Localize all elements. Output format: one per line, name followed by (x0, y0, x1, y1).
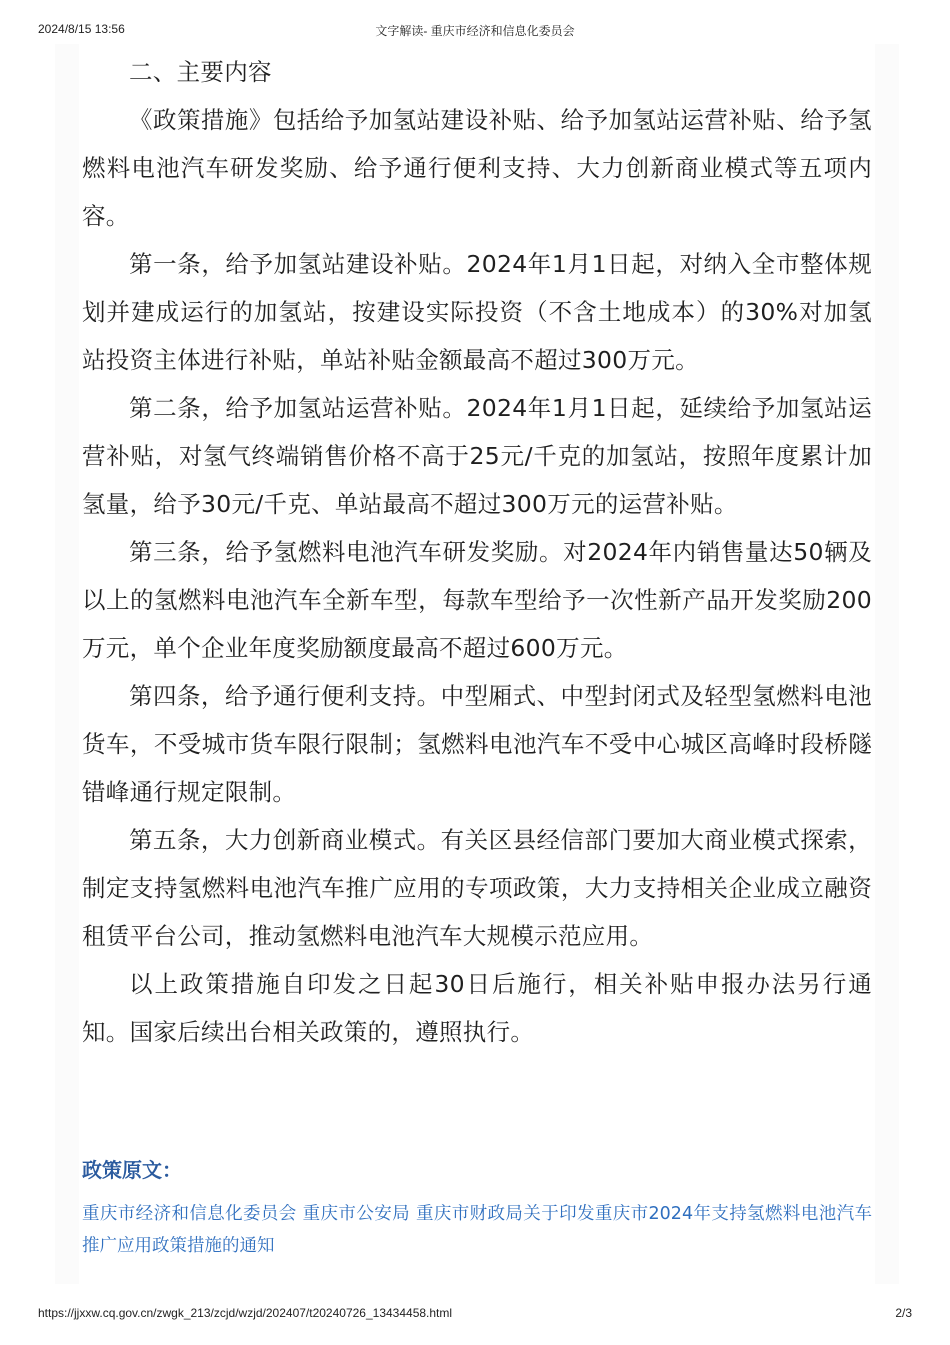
paragraph-article-5: 第五条，大力创新商业模式。有关区县经信部门要加大商业模式探索，制定支持氢燃料电池汽车推广应用的专项政策，大力支持相关企业成立融资租赁平台公司，推动氢燃料电池汽车大规模示范应用。 (82, 826, 872, 950)
print-header (0, 22, 950, 42)
policy-source (82, 1152, 872, 1262)
paragraph-effective-date: 以上政策措施自印发之日起30日后施行，相关补贴申报办法另行通知。国家后续出台相关政策的，遵照执行。 (82, 970, 872, 1046)
print-page-indicator: 2/3 (895, 1306, 912, 1320)
section-heading: 二、主要内容 (129, 58, 272, 86)
article-body (82, 48, 872, 1056)
paragraph-article-4: 第四条，给予通行便利支持。中型厢式、中型封闭式及轻型氢燃料电池货车，不受城市货车限行限制；氢燃料电池汽车不受中心城区高峰时段桥隧错峰通行规定限制。 (82, 682, 872, 806)
paragraph-overview: 《政策措施》包括给予加氢站建设补贴、给予加氢站运营补贴、给予氢燃料电池汽车研发奖励、给予通行便利支持、大力创新商业模式等五项内容。 (82, 106, 872, 230)
paragraph-article-2: 第二条，给予加氢站运营补贴。2024年1月1日起，延续给予加氢站运营补贴，对氢气终端销售价格不高于25元/千克的加氢站，按照年度累计加氢量，给予30元/千克、单站最高不超过300万元的运营补贴。 (82, 394, 872, 518)
paragraph-article-1: 第一条，给予加氢站建设补贴。2024年1月1日起，对纳入全市整体规划并建成运行的加氢站，按建设实际投资（不含土地成本）的30%对加氢站投资主体进行补贴，单站补贴金额最高不超过300万元。 (82, 250, 872, 374)
print-url: https://jjxxw.cq.gov.cn/zwgk_213/zcjd/wzjd/202407/t20240726_13434458.html (38, 1306, 453, 1320)
policy-source-link[interactable]: 重庆市经济和信息化委员会 重庆市公安局 重庆市财政局关于印发重庆市2024年支持氢燃料电池汽车推广应用政策措施的通知 (82, 1204, 872, 1256)
paragraph-article-3: 第三条，给予氢燃料电池汽车研发奖励。对2024年内销售量达50辆及以上的氢燃料电池汽车全新车型，每款车型给予一次性新产品开发奖励200万元，单个企业年度奖励额度最高不超过600万元。 (82, 538, 872, 662)
policy-source-label: 政策原文： (82, 1158, 182, 1182)
print-page-title: 文字解读- 重庆市经济和信息化委员会 (375, 24, 575, 38)
print-footer (0, 1306, 950, 1326)
print-datetime: 2024/8/15 13:56 (38, 22, 125, 36)
